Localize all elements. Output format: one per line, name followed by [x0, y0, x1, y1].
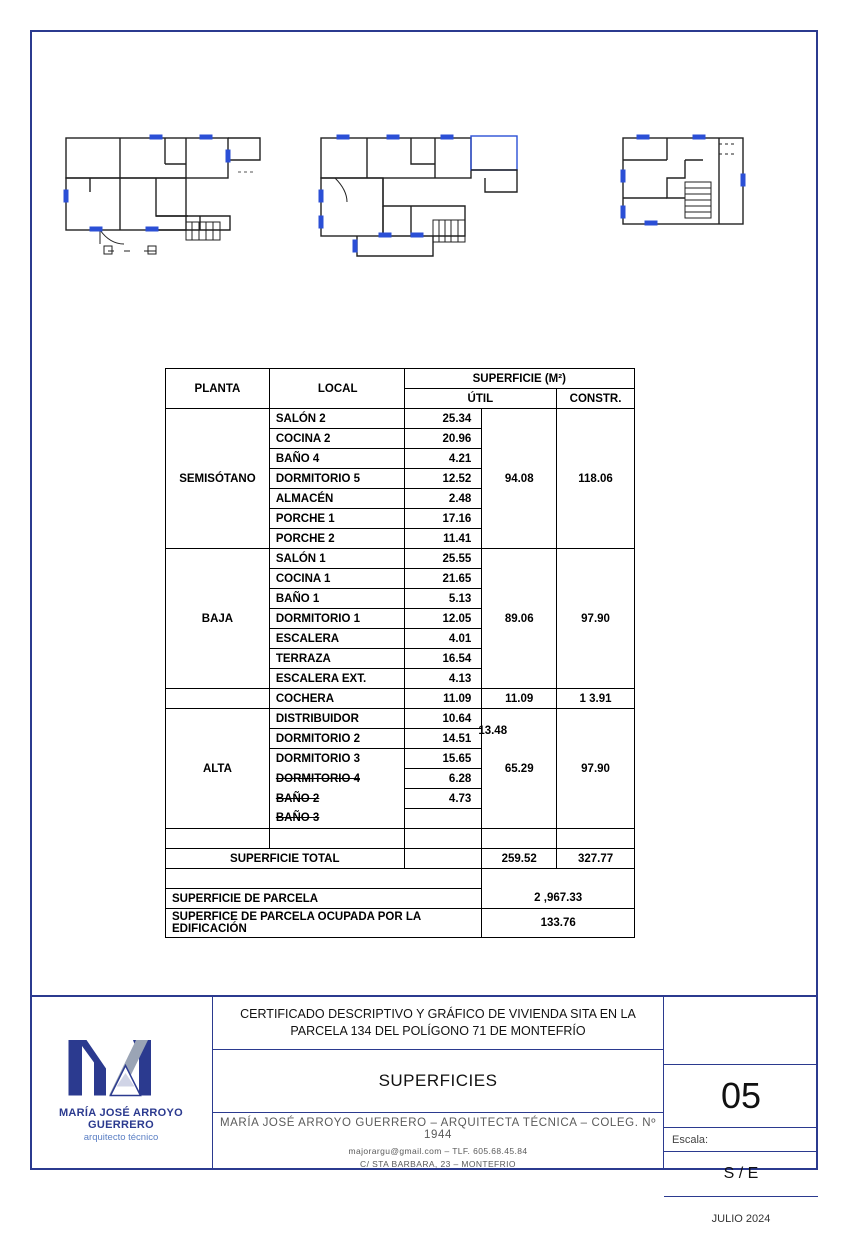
- room-name: ESCALERA: [269, 629, 404, 649]
- occupied-label: SUPERFICE DE PARCELA OCUPADA POR LA EDIFICACIÓN: [166, 909, 482, 938]
- room-util: 2.48: [404, 489, 482, 509]
- room-name: PORCHE 2: [269, 529, 404, 549]
- room-name: COCHERA: [269, 689, 404, 709]
- table-row: [166, 709, 635, 729]
- room-util: 4.21: [404, 449, 482, 469]
- architect-logo-icon: [61, 1025, 181, 1103]
- total-util: 259.52: [482, 849, 557, 869]
- sheet-date: JULIO 2024: [711, 1212, 771, 1225]
- room-util: 15.65: [404, 749, 482, 769]
- room-name: DORMITORIO 5: [269, 469, 404, 489]
- group-subtotal-util: 89.06: [482, 549, 557, 689]
- room-util: 12.52: [404, 469, 482, 489]
- room-name: COCINA 2: [269, 429, 404, 449]
- room-util: 21.65: [404, 569, 482, 589]
- group-subtotal-constr: 118.06: [557, 409, 635, 549]
- room-util: 20.96: [404, 429, 482, 449]
- table-row: [166, 689, 635, 709]
- room-name: TERRAZA: [269, 649, 404, 669]
- room-name: COCINA 1: [269, 569, 404, 589]
- room-util: 10.64: [404, 709, 482, 729]
- logo-subtitle: arquitecto técnico: [83, 1131, 159, 1143]
- group-subtotal-util: 11.09: [482, 689, 557, 709]
- room-util: 11.09: [404, 689, 482, 709]
- room-name: DORMITORIO 3: [269, 749, 404, 769]
- author-footer: [213, 1113, 663, 1172]
- room-name: DISTRIBUIDOR: [269, 709, 404, 729]
- author-line: MARÍA JOSÉ ARROYO GUERRERO – ARQUITECTA TÉCNICA – COLEG. Nº 1944: [219, 1116, 656, 1141]
- title-block-right: [663, 997, 818, 1225]
- room-util: 5.13: [404, 589, 482, 609]
- group-subtotal-constr: 97.90: [557, 709, 635, 829]
- occupied-value: 133.76: [482, 909, 635, 938]
- room-name: DORMITORIO 1: [269, 609, 404, 629]
- header-local: LOCAL: [269, 369, 404, 409]
- room-name: ESCALERA EXT.: [269, 669, 404, 689]
- floor-plan-baja: [315, 120, 530, 280]
- room-util: 16.54: [404, 649, 482, 669]
- table-spacer-row: [166, 829, 635, 849]
- group-subtotal-constr: 1 3.91: [557, 689, 635, 709]
- group-label-semisotano: SEMISÓTANO: [166, 409, 270, 549]
- sheet-title: SUPERFICIES: [213, 1050, 663, 1113]
- room-name: SALÓN 1: [269, 549, 404, 569]
- room-name: PORCHE 1: [269, 509, 404, 529]
- sheet-number: 05: [664, 1065, 818, 1128]
- table-total-row: [166, 849, 635, 869]
- header-superficie: SUPERFICIE (M²): [404, 369, 634, 389]
- room-util: 12.05: [404, 609, 482, 629]
- room-util: 25.55: [404, 549, 482, 569]
- room-name: DORMITORIO 2: [269, 729, 404, 749]
- room-util: 25.34: [404, 409, 482, 429]
- parcel-label: SUPERFICIE DE PARCELA: [166, 889, 482, 909]
- logo-block: [30, 997, 213, 1170]
- project-description: [213, 997, 663, 1050]
- table-header-row: [166, 369, 635, 389]
- group-label-cochera: [166, 689, 270, 709]
- address-line: C/ STA BARBARA, 23 – MONTEFRIO: [360, 1158, 516, 1169]
- header-planta: PLANTA: [166, 369, 270, 409]
- total-label: SUPERFICIE TOTAL: [166, 849, 405, 869]
- table-parcel-row: [166, 889, 635, 909]
- parcel-value: 2 ,967.33: [482, 889, 635, 909]
- table-row: [166, 549, 635, 569]
- room-util: 14.51: [404, 729, 482, 749]
- contact-line: majorargu@gmail.com – TLF. 605.68.45.84: [348, 1145, 528, 1156]
- scale-value: S / E: [664, 1152, 818, 1197]
- total-constr: 327.77: [557, 849, 635, 869]
- room-util: 4.01: [404, 629, 482, 649]
- room-name: DORMITORIO 4: [269, 769, 404, 789]
- description-line-1: CERTIFICADO DESCRIPTIVO Y GRÁFICO DE VIVIENDA SITA EN LA: [240, 1007, 636, 1021]
- header-util: ÚTIL: [404, 389, 557, 409]
- title-block: [30, 995, 818, 1225]
- room-name: BAÑO 1: [269, 589, 404, 609]
- group-subtotal-constr: 97.90: [557, 549, 635, 689]
- floor-plan-drawings: [40, 110, 808, 300]
- room-util: 11.41: [404, 529, 482, 549]
- room-util: 17.16: [404, 509, 482, 529]
- group-subtotal-util: 65.29: [504, 762, 534, 775]
- surface-table: [165, 368, 635, 938]
- room-util: 4.13: [404, 669, 482, 689]
- surface-table-container: [165, 368, 635, 938]
- group-label-baja: BAJA: [166, 549, 270, 689]
- header-constr: CONSTR.: [557, 389, 635, 409]
- room-name: BAÑO 2: [269, 789, 404, 809]
- description-line-2: PARCELA 134 DEL POLÍGONO 71 DE MONTEFRÍO: [290, 1024, 586, 1038]
- room-util: [404, 809, 482, 829]
- room-name: ALMACÉN: [269, 489, 404, 509]
- floor-plan-semisotano: [60, 120, 275, 265]
- room-name: SALÓN 2: [269, 409, 404, 429]
- group-extra-note: 13.48: [478, 725, 508, 737]
- title-block-main: [213, 997, 663, 1170]
- room-name: BAÑO 3: [269, 809, 404, 829]
- group-label-alta: ALTA: [166, 709, 270, 829]
- logo-name: MARÍA JOSÉ ARROYO GUERRERO: [58, 1106, 184, 1131]
- room-util: 6.28: [404, 769, 482, 789]
- room-util: 4.73: [404, 789, 482, 809]
- table-occupied-row: [166, 909, 635, 938]
- floor-plan-alta: [585, 120, 770, 250]
- group-subtotal-util: 94.08: [482, 409, 557, 549]
- room-name: BAÑO 4: [269, 449, 404, 469]
- table-gap-row: [166, 869, 635, 889]
- right-spacer: [664, 997, 818, 1065]
- scale-label: Escala:: [664, 1128, 818, 1152]
- table-row: [166, 409, 635, 429]
